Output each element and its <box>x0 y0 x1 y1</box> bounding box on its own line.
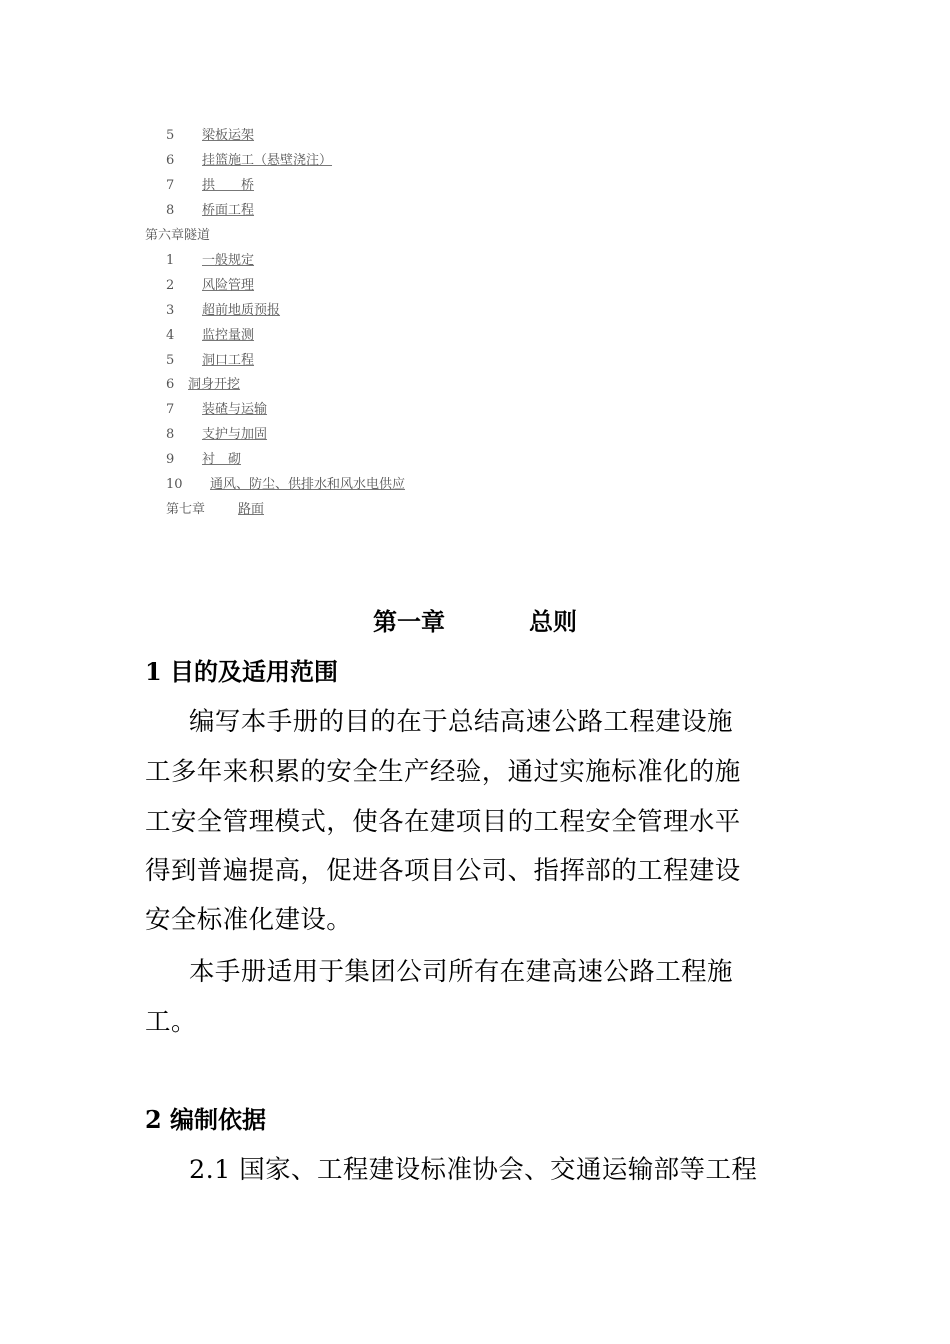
toc-item-number: 8 <box>166 203 175 218</box>
toc-item-title: 一般规定 <box>202 253 255 268</box>
paragraph-line: 本手册适用于集团公司所有在建高速公路工程施 <box>189 957 733 987</box>
chapter-name: 总则 <box>529 607 577 636</box>
paragraph-line: 安全标准化建设。 <box>145 905 353 935</box>
section-heading: 1 目的及适用范围 <box>145 657 339 686</box>
toc-item[interactable] <box>166 128 254 144</box>
paragraph-line: 工。 <box>145 1007 197 1037</box>
toc-item-number: 10 <box>166 477 183 492</box>
toc-item[interactable] <box>166 253 254 269</box>
toc-item[interactable] <box>166 178 254 194</box>
toc-item-number: 7 <box>166 178 175 193</box>
toc-item-title: 挂篮施工（悬壁浇注） <box>202 153 333 168</box>
toc-item-title: 装碴与运输 <box>202 402 268 417</box>
toc-item-number: 7 <box>166 402 175 417</box>
paragraph-line: 工多年来积累的安全生产经验，通过实施标准化的施 <box>145 757 741 787</box>
chapter-number: 第一章 <box>373 607 445 636</box>
section-heading: 2 编制依据 <box>145 1105 267 1134</box>
toc-item-number: 5 <box>166 353 175 368</box>
toc-chapter-number: 第六章 <box>145 228 185 243</box>
toc-item-title: 拱 桥 <box>202 178 255 193</box>
toc-item-title: 支护与加固 <box>202 427 268 442</box>
toc-item-number: 6 <box>166 377 175 392</box>
toc-item[interactable] <box>166 353 254 369</box>
toc-item-number: 5 <box>166 128 175 143</box>
toc-item-number: 8 <box>166 427 175 442</box>
toc-item-title: 通风、防尘、供排水和风水电供应 <box>210 477 406 492</box>
toc-item-title: 监控量测 <box>202 328 255 343</box>
toc-item-number: 9 <box>166 452 175 467</box>
toc-item[interactable] <box>166 427 267 443</box>
toc-item[interactable] <box>166 153 332 169</box>
toc-item[interactable] <box>166 303 280 319</box>
paragraph-line: 编写本手册的目的在于总结高速公路工程建设施 <box>189 707 733 737</box>
toc-item[interactable] <box>166 477 405 493</box>
paragraph-line: 工安全管理模式，使各在建项目的工程安全管理水平 <box>145 807 741 837</box>
toc-item[interactable] <box>166 328 254 344</box>
toc-item-title: 梁板运架 <box>202 128 255 143</box>
toc-item[interactable] <box>166 452 241 468</box>
toc-item-number: 3 <box>166 303 175 318</box>
toc-item-title: 超前地质预报 <box>202 303 281 318</box>
toc-item-number: 1 <box>166 253 175 268</box>
toc-item[interactable] <box>166 402 267 418</box>
toc-item-title: 洞口工程 <box>202 353 255 368</box>
toc-item[interactable] <box>166 278 254 294</box>
toc-item[interactable] <box>166 203 254 219</box>
toc-chapter-title: 路面 <box>238 502 265 517</box>
toc-item[interactable] <box>166 377 240 393</box>
toc-item-title: 洞身开挖 <box>188 377 241 392</box>
toc-item-title: 桥面工程 <box>202 203 255 218</box>
toc-item-title: 衬 砌 <box>202 452 242 467</box>
toc-chapter-number: 第七章 <box>166 502 206 517</box>
toc-item-number: 4 <box>166 328 175 343</box>
paragraph-line: 2.1 国家、工程建设标准协会、交通运输部等工程 <box>189 1155 758 1185</box>
toc-chapter[interactable] <box>166 502 264 518</box>
toc-item-title: 风险管理 <box>202 278 255 293</box>
toc-item-number: 6 <box>166 153 175 168</box>
toc-item-number: 2 <box>166 278 175 293</box>
paragraph-line: 得到普遍提高，促进各项目公司、指挥部的工程建设 <box>145 856 741 886</box>
toc-chapter[interactable] <box>145 228 210 244</box>
toc-chapter-title: 隧道 <box>184 228 211 243</box>
chapter-title <box>0 604 950 640</box>
